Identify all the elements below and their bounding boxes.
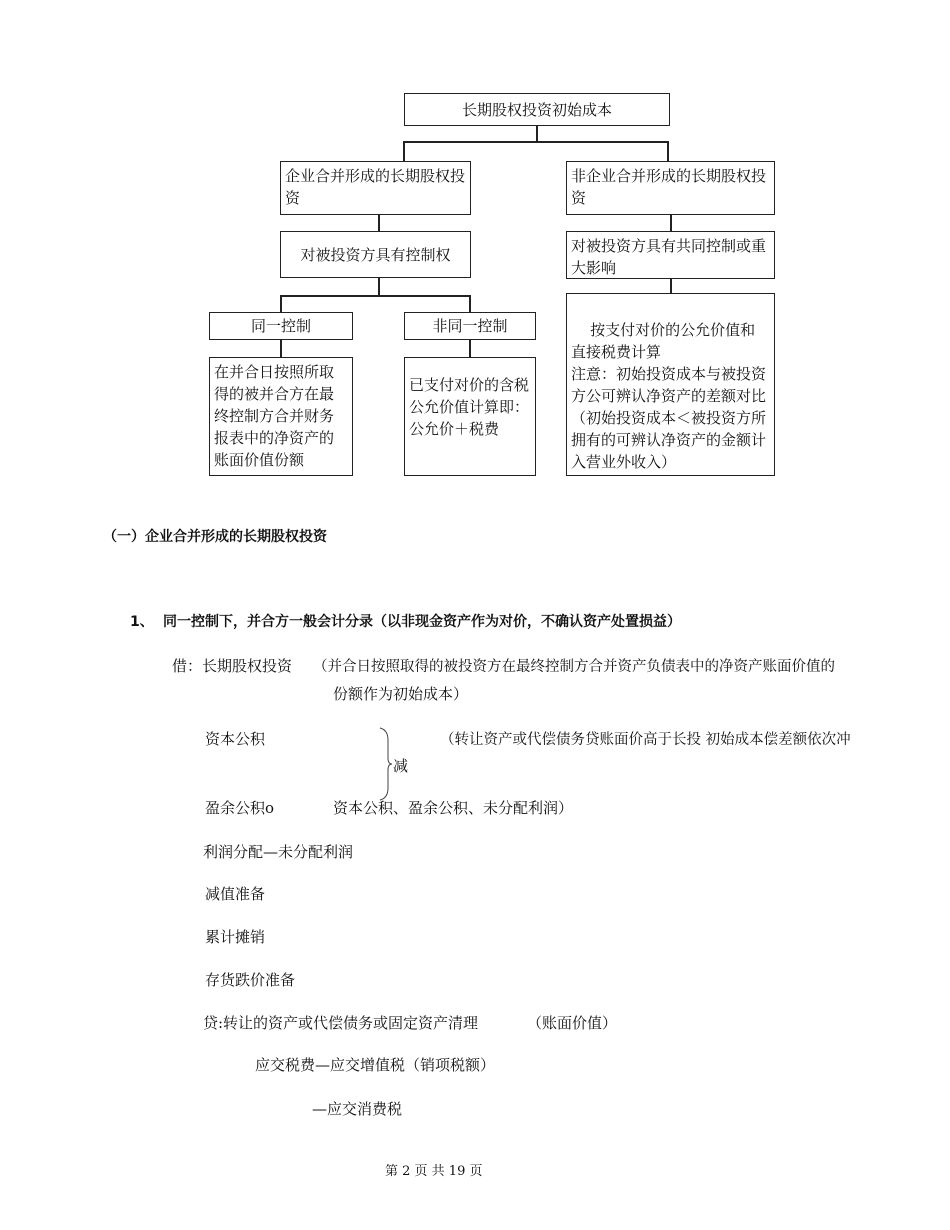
- connector: [280, 295, 469, 297]
- reduce-note-line2: 资本公积、盈余公积、未分配利润）: [333, 799, 574, 817]
- amortization: 累计摊销: [205, 928, 266, 946]
- brace-icon: [378, 726, 392, 802]
- debit-note-line2: 份额作为初始成本）: [333, 685, 469, 703]
- connector: [469, 340, 471, 357]
- right-detail-text: 按支付对价的公允价值和直接税费计算 注意：初始投资成本与被投资方公可辨认净资产的差额对比（初始投资成本＜被投资方所拥有的可辨认净资产的金额计入营业外收入）: [571, 321, 767, 471]
- item-title: 同一控制下，并合方一般会计分录（以非现金资产作为对价，不确认资产处置损益）: [163, 614, 681, 630]
- item-number: 1、: [130, 614, 154, 630]
- joint-control-label: 对被投资方具有共同控制或重大影响: [571, 237, 767, 277]
- connector: [667, 141, 669, 162]
- page-footer: 第 2 页 共 19 页: [385, 1164, 483, 1179]
- non-same-control-detail-text: 已支付对价的含税公允价值计算即：公允价＋税费: [409, 376, 530, 438]
- connector: [378, 215, 380, 231]
- debit-label: 借：长期股权投资: [172, 657, 293, 675]
- profit-distribution: 利润分配—未分配利润: [203, 843, 354, 861]
- chart-root-label: 长期股权投资初始成本: [461, 100, 612, 119]
- connector: [280, 340, 282, 357]
- connector: [403, 141, 667, 143]
- left-branch-label: 企业合并形成的长期股权投资: [285, 167, 466, 207]
- same-control-label: 同一控制: [250, 317, 311, 335]
- right-detail-box: [566, 293, 775, 476]
- same-control-box: [209, 312, 353, 340]
- non-same-control-box: [404, 312, 536, 340]
- right-branch-label: 非企业合并形成的长期股权投资: [571, 167, 767, 207]
- connector: [469, 295, 471, 313]
- same-control-detail-text: 在并合日按照所取得的被并合方在最终控制方合并财务报表中的净资产的账面价值份额: [214, 363, 335, 469]
- connector: [536, 126, 538, 142]
- control-label: 对被投资方具有控制权: [300, 245, 451, 264]
- vat-entry: 应交税费—应交增值税（销项税额）: [255, 1056, 496, 1074]
- connector: [670, 279, 672, 293]
- inventory-provision: 存货跌价准备: [205, 971, 296, 989]
- connector: [280, 295, 282, 313]
- capital-reserve: 资本公积: [205, 730, 266, 748]
- connector: [670, 215, 672, 231]
- section-heading: （一）企业合并形成的长期股权投资: [103, 529, 327, 545]
- credit-label: 贷:转让的资产或代偿债务或固定资产清理: [203, 1014, 479, 1032]
- surplus-reserve: 盈余公积o: [205, 799, 275, 817]
- left-branch-box: [280, 161, 471, 215]
- same-control-detail-box: [209, 357, 353, 476]
- reduce-note-line1: （转让资产或代偿债务贷账面价高于长投 初始成本偿差额依次冲: [440, 732, 851, 748]
- chart-root-box: [404, 93, 670, 126]
- joint-control-box: [566, 231, 775, 279]
- non-same-control-detail-box: [404, 357, 536, 476]
- right-branch-box: [566, 161, 775, 215]
- credit-note: （账面价值）: [527, 1014, 618, 1032]
- non-same-control-label: 非同一控制: [432, 317, 508, 335]
- connector: [403, 141, 405, 162]
- consumption-tax-entry: —应交消费税: [312, 1100, 403, 1118]
- connector: [378, 278, 380, 295]
- debit-note-line1: （并合日按照取得的被投资方在最终控制方合并资产负债表中的净资产账面价值的: [313, 659, 835, 675]
- brace-label: 减: [393, 757, 409, 775]
- control-box: [280, 231, 471, 278]
- impairment: 减值准备: [205, 885, 266, 903]
